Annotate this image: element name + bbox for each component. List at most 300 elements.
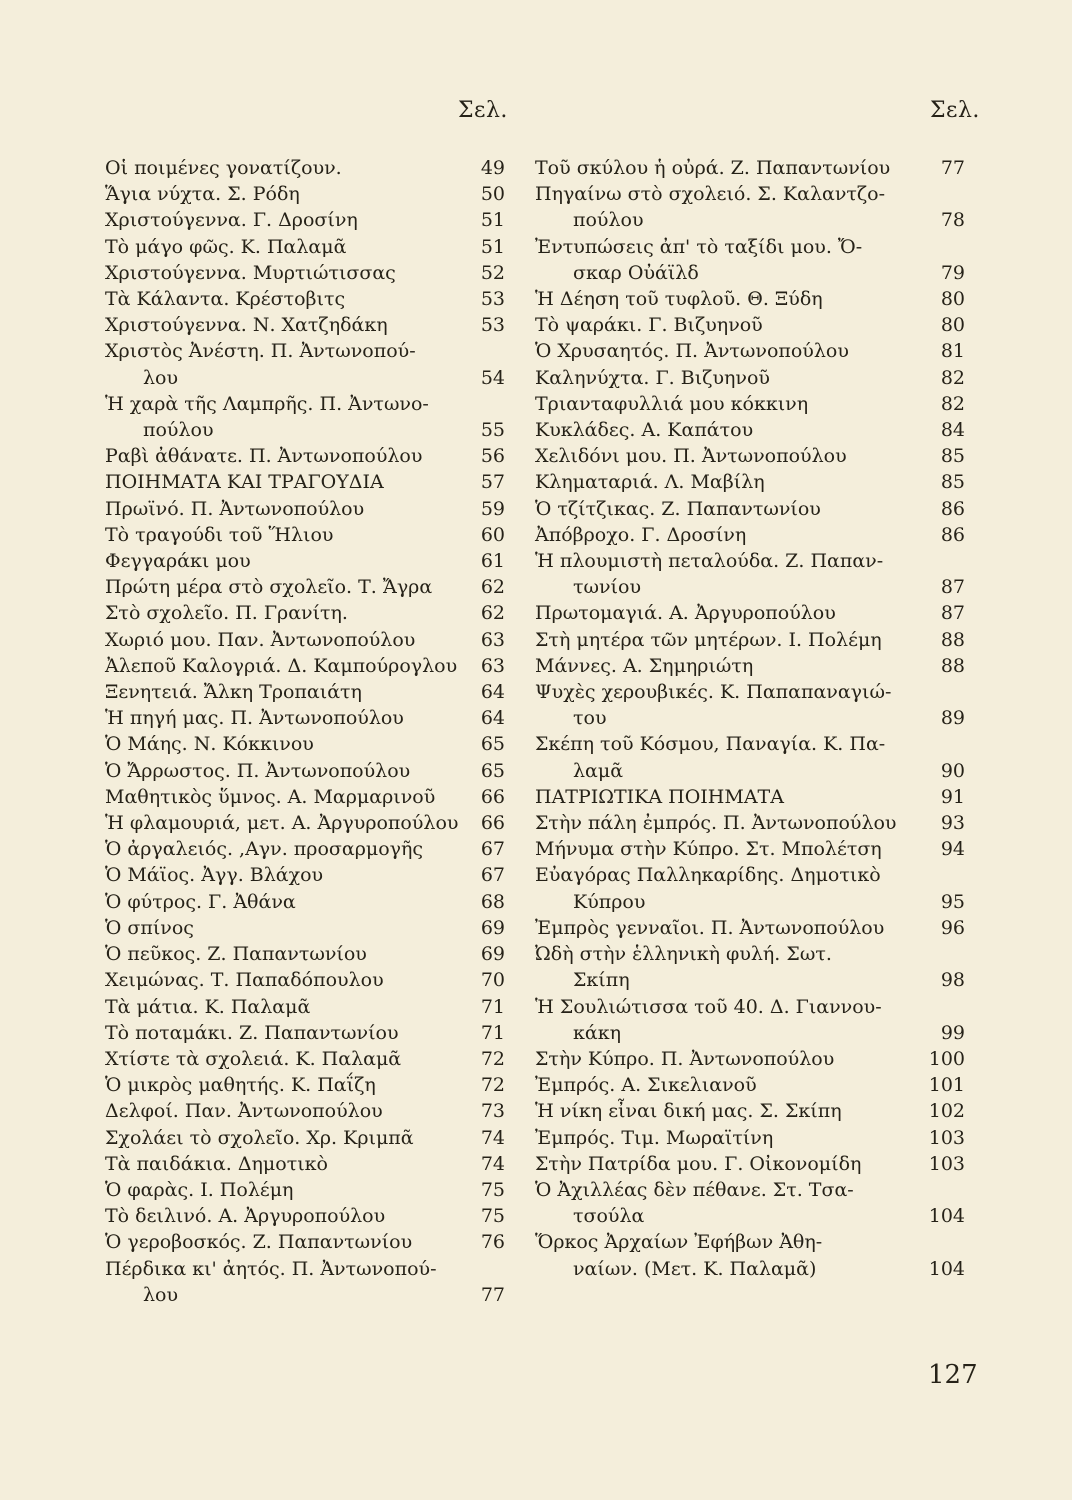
toc-entry xyxy=(535,181,965,233)
toc-entry xyxy=(535,600,965,626)
toc-entry xyxy=(535,836,965,862)
entry-title xyxy=(105,522,463,548)
toc-entry xyxy=(105,941,505,967)
entry-title-line: Εὐαγόρας Παλληκαρίδης. Δημοτικὸ xyxy=(535,864,881,887)
toc-entry xyxy=(105,1229,505,1255)
entry-title xyxy=(535,548,919,600)
entry-title-line: Χριστούγεννα. Μυρτιώτισσας xyxy=(105,261,396,284)
entry-title xyxy=(535,1125,919,1151)
entry-title xyxy=(105,627,463,653)
entry-title-line: Τριανταφυλλιά μου κόκκινη xyxy=(535,392,809,415)
entry-page-number: 65 xyxy=(480,733,505,756)
toc-entry xyxy=(105,758,505,784)
toc-entry xyxy=(105,548,505,574)
entry-title-line: Ἅγια νύχτα. Σ. Ρόδη xyxy=(105,183,300,206)
entry-title-line: Τὸ τραγούδι τοῦ Ἥλιου xyxy=(105,523,334,546)
entry-title-line: Ὁ μικρὸς μαθητής. Κ. Παΐζη xyxy=(105,1074,376,1097)
toc-entry xyxy=(105,207,505,233)
entry-title-line: Χτίστε τὰ σχολειά. Κ. Παλαμᾶ xyxy=(105,1047,402,1070)
entry-title xyxy=(105,1020,463,1046)
entry-title xyxy=(105,600,463,626)
entry-page-number: 102 xyxy=(928,1100,965,1123)
entry-title xyxy=(535,365,919,391)
toc-entry xyxy=(535,1125,965,1151)
entry-title xyxy=(535,286,919,312)
entry-title xyxy=(105,679,463,705)
entry-title-line: Πρωτομαγιά. Α. Ἀργυροπούλου xyxy=(535,602,836,625)
entry-title-line: Ραβὶ ἀθάνατε. Π. Ἀντωνοπούλου xyxy=(105,445,423,468)
entry-title-line: Ὁ Ἄρρωστος. Π. Ἀντωνοπούλου xyxy=(105,759,411,782)
entry-title-line: Στὴν Πατρίδα μου. Γ. Οἰκονομίδη xyxy=(535,1152,862,1175)
entry-page-number: 81 xyxy=(940,340,965,363)
entry-title xyxy=(535,915,919,941)
entry-title xyxy=(535,600,919,626)
toc-entry xyxy=(105,705,505,731)
entry-title xyxy=(105,207,463,233)
entry-title-line: Ὁ φύτρος. Γ. Ἀθάνα xyxy=(105,890,296,913)
entry-title xyxy=(535,443,919,469)
toc-entry xyxy=(105,1177,505,1203)
entry-title-line: Χριστὸς Ἀνέστη. Π. Ἀντωνοπού- xyxy=(105,340,416,363)
entry-title-continuation: λου xyxy=(143,366,179,389)
entry-title-continuation: Κύπρου xyxy=(573,890,646,913)
entry-title-continuation: λαμᾶ xyxy=(573,759,624,782)
entry-title xyxy=(535,469,919,495)
entry-page-number: 87 xyxy=(940,576,965,599)
entry-page-number: 82 xyxy=(940,366,965,389)
entry-title-line: Τὸ μάγο φῶς. Κ. Παλαμᾶ xyxy=(105,235,347,258)
entry-page-number: 71 xyxy=(480,995,505,1018)
toc-entry xyxy=(535,548,965,600)
entry-page-number: 73 xyxy=(480,1100,505,1123)
entry-page-number: 82 xyxy=(940,392,965,415)
entry-title-line: Ψυχὲς χερουβικές. Κ. Παπαπαναγιώ- xyxy=(535,681,892,704)
entry-page-number: 87 xyxy=(940,602,965,625)
entry-title-line: Χειμώνας. Τ. Παπαδόπουλου xyxy=(105,969,384,992)
entry-title xyxy=(535,810,919,836)
entry-title-line: Ἀλεποῦ Καλογριά. Δ. Καμπούρογλου xyxy=(105,654,458,677)
entry-page-number: 69 xyxy=(480,916,505,939)
entry-title xyxy=(105,810,463,836)
entry-title xyxy=(105,391,463,443)
toc-entry xyxy=(535,312,965,338)
toc-entry xyxy=(105,862,505,888)
entry-title-line: Ὁ σπίνος xyxy=(105,916,194,939)
entry-title xyxy=(535,731,919,783)
toc-entry xyxy=(105,1256,505,1308)
entry-title xyxy=(535,522,919,548)
entry-title-line: Ἡ νίκη εἶναι δική μας. Σ. Σκίπη xyxy=(535,1100,842,1123)
entry-title xyxy=(105,443,463,469)
entry-title-line: ΠΑΤΡΙΩΤΙΚΑ ΠΟΙΗΜΑΤΑ xyxy=(535,785,784,808)
entry-title xyxy=(535,391,919,417)
entry-title-line: Ὁ Χρυσαητός. Π. Ἀντωνοπούλου xyxy=(535,340,849,363)
entry-page-number: 63 xyxy=(480,628,505,651)
entry-title-line: Μάννες. Α. Σημηριώτη xyxy=(535,654,754,677)
toc-entry xyxy=(105,574,505,600)
entry-title-line: Στὴν Κύπρο. Π. Ἀντωνοπούλου xyxy=(535,1047,835,1070)
right-column-page-heading: Σελ. xyxy=(930,98,980,123)
toc-entry xyxy=(105,915,505,941)
entry-page-number: 86 xyxy=(940,497,965,520)
entry-title-continuation: λου xyxy=(143,1283,179,1306)
toc-entry xyxy=(105,496,505,522)
entry-title-line: Ἡ πηγή μας. Π. Ἀντωνοπούλου xyxy=(105,707,404,730)
entry-title-line: Ἡ Σουλιώτισσα τοῦ 40. Δ. Γιαννου- xyxy=(535,995,882,1018)
entry-page-number: 74 xyxy=(480,1126,505,1149)
toc-entry xyxy=(105,836,505,862)
entry-title-line: Ἡ Δέηση τοῦ τυφλοῦ. Θ. Ξύδη xyxy=(535,288,823,311)
left-contents-column xyxy=(105,155,505,1308)
entry-title-line: Χριστούγεννα. Ν. Χατζηδάκη xyxy=(105,314,388,337)
entry-title-line: Ὠδὴ στὴν ἑλληνικὴ φυλή. Σωτ. xyxy=(535,943,832,966)
entry-title xyxy=(105,705,463,731)
toc-entry xyxy=(105,1151,505,1177)
toc-entry xyxy=(105,627,505,653)
toc-entry xyxy=(535,731,965,783)
entry-title xyxy=(105,862,463,888)
toc-entry xyxy=(535,286,965,312)
entry-page-number: 104 xyxy=(928,1257,965,1280)
toc-entry xyxy=(105,391,505,443)
entry-title xyxy=(105,784,463,810)
toc-entry xyxy=(105,338,505,390)
entry-title xyxy=(535,338,919,364)
entry-page-number: 78 xyxy=(940,209,965,232)
toc-entry xyxy=(535,627,965,653)
entry-title-line: Ὅρκος Ἀρχαίων Ἐφήβων Ἀθη- xyxy=(535,1231,823,1254)
entry-page-number: 98 xyxy=(940,969,965,992)
entry-title-line: Πρώτη μέρα στὸ σχολεῖο. Τ. Ἄγρα xyxy=(105,576,433,599)
entry-title-line: Χριστούγεννα. Γ. Δροσίνη xyxy=(105,209,358,232)
entry-title-continuation: σκαρ Οὐάϊλδ xyxy=(573,261,699,284)
toc-entry xyxy=(105,286,505,312)
toc-entry xyxy=(535,810,965,836)
toc-entry xyxy=(535,1098,965,1124)
entry-title xyxy=(535,653,919,679)
entry-title xyxy=(105,758,463,784)
entry-title-continuation: ναίων. (Μετ. Κ. Παλαμᾶ) xyxy=(573,1257,817,1280)
entry-page-number: 85 xyxy=(940,445,965,468)
entry-title xyxy=(105,1072,463,1098)
entry-title-line: Κληματαριά. Λ. Μαβίλη xyxy=(535,471,765,494)
entry-page-number: 71 xyxy=(480,1021,505,1044)
entry-title-line: Ὁ Μάϊος. Ἀγγ. Βλάχου xyxy=(105,864,324,887)
entry-title-line: Σχολάει τὸ σχολεῖο. Χρ. Κριμπᾶ xyxy=(105,1126,414,1149)
entry-page-number: 75 xyxy=(480,1178,505,1201)
entry-page-number: 88 xyxy=(940,654,965,677)
toc-entry xyxy=(105,1098,505,1124)
toc-entry xyxy=(105,181,505,207)
entry-title-continuation: του xyxy=(573,707,607,730)
toc-entry xyxy=(535,443,965,469)
entry-title xyxy=(105,496,463,522)
entry-title-line: Στὴν πάλη ἐμπρός. Π. Ἀντωνοπούλου xyxy=(535,812,897,835)
entry-title xyxy=(535,312,919,338)
toc-entry xyxy=(535,941,965,993)
entry-title-continuation: Σκίπη xyxy=(573,969,630,992)
toc-entry xyxy=(105,731,505,757)
toc-entry xyxy=(535,1046,965,1072)
entry-title-line: Πηγαίνω στὸ σχολειό. Σ. Καλαντζο- xyxy=(535,183,886,206)
entry-title-line: Ἡ φλαμουριά, μετ. Α. Ἀργυροπούλου xyxy=(105,812,459,835)
entry-page-number: 103 xyxy=(928,1126,965,1149)
toc-entry xyxy=(535,1151,965,1177)
entry-title xyxy=(535,1072,919,1098)
entry-title-line: Χωριό μου. Παν. Ἀντωνοπούλου xyxy=(105,628,416,651)
entry-title-line: Κυκλάδες. Α. Καπάτου xyxy=(535,419,754,442)
entry-title xyxy=(105,338,463,390)
entry-page-number: 85 xyxy=(940,471,965,494)
toc-entry xyxy=(105,1125,505,1151)
entry-title-line: Τὸ ψαράκι. Γ. Βιζυηνοῦ xyxy=(535,314,763,337)
entry-page-number: 61 xyxy=(480,550,505,573)
entry-title xyxy=(535,496,919,522)
entry-title xyxy=(105,469,463,495)
toc-entry xyxy=(535,1072,965,1098)
entry-page-number: 68 xyxy=(480,890,505,913)
entry-page-number: 89 xyxy=(940,707,965,730)
entry-title-line: Ὁ Μάης. Ν. Κόκκινου xyxy=(105,733,314,756)
entry-title-line: Ἐμπρός. Α. Σικελιανοῦ xyxy=(535,1074,757,1097)
entry-page-number: 80 xyxy=(940,314,965,337)
entry-title xyxy=(105,548,463,574)
entry-title xyxy=(105,181,463,207)
entry-title-line: Ὁ φαρὰς. Ι. Πολέμη xyxy=(105,1178,294,1201)
page-number: 127 xyxy=(928,1360,978,1390)
entry-page-number: 70 xyxy=(480,969,505,992)
entry-title xyxy=(105,574,463,600)
entry-title-line: ΠΟΙΗΜΑΤΑ ΚΑΙ ΤΡΑΓΟΥΔΙΑ xyxy=(105,471,384,494)
entry-page-number: 75 xyxy=(480,1205,505,1228)
toc-entry xyxy=(535,234,965,286)
entry-page-number: 90 xyxy=(940,759,965,782)
entry-page-number: 72 xyxy=(480,1047,505,1070)
entry-page-number: 62 xyxy=(480,576,505,599)
toc-entry xyxy=(105,653,505,679)
entry-page-number: 100 xyxy=(928,1047,965,1070)
entry-title xyxy=(535,679,919,731)
entry-title-line: Ὁ τζίτζικας. Ζ. Παπαντωνίου xyxy=(535,497,821,520)
entry-page-number: 96 xyxy=(940,916,965,939)
toc-entry xyxy=(535,469,965,495)
entry-title-continuation: κάκη xyxy=(573,1021,621,1044)
entry-page-number: 63 xyxy=(480,654,505,677)
entry-title-line: Χελιδόνι μου. Π. Ἀντωνοπούλου xyxy=(535,445,847,468)
toc-entry xyxy=(535,915,965,941)
entry-page-number: 103 xyxy=(928,1152,965,1175)
entry-title xyxy=(105,1256,463,1308)
entry-page-number: 49 xyxy=(480,157,505,179)
entry-title-line: Ἀπόβροχο. Γ. Δροσίνη xyxy=(535,523,747,546)
toc-entry xyxy=(105,994,505,1020)
toc-entry xyxy=(105,155,505,181)
toc-entry xyxy=(105,260,505,286)
toc-entry xyxy=(535,679,965,731)
entry-title xyxy=(105,1203,463,1229)
toc-entry xyxy=(105,600,505,626)
entry-title xyxy=(535,1151,919,1177)
entry-title xyxy=(535,181,919,233)
entry-page-number: 59 xyxy=(480,497,505,520)
entry-title xyxy=(105,155,463,181)
entry-title-continuation: τσούλα xyxy=(573,1205,645,1228)
entry-page-number: 67 xyxy=(480,838,505,861)
entry-title xyxy=(105,1229,463,1255)
entry-title xyxy=(535,994,919,1046)
entry-title xyxy=(105,731,463,757)
entry-page-number: 74 xyxy=(480,1152,505,1175)
entry-title xyxy=(535,155,919,181)
toc-entry xyxy=(535,1229,965,1281)
entry-title-line: Ἐμπρὸς γενναῖοι. Π. Ἀντωνοπούλου xyxy=(535,916,885,939)
entry-title xyxy=(535,1098,919,1124)
toc-entry xyxy=(105,967,505,993)
toc-entry xyxy=(535,784,965,810)
entry-title xyxy=(535,784,919,810)
entry-title-line: Τὸ ποταμάκι. Ζ. Παπαντωνίου xyxy=(105,1021,399,1044)
toc-entry xyxy=(535,994,965,1046)
entry-page-number: 60 xyxy=(480,523,505,546)
entry-title-line: Τὰ μάτια. Κ. Παλαμᾶ xyxy=(105,995,311,1018)
entry-page-number: 54 xyxy=(480,366,505,389)
toc-entry xyxy=(105,1072,505,1098)
entry-page-number: 64 xyxy=(480,707,505,730)
entry-title-line: Πέρδικα κι' ἀητός. Π. Ἀντωνοπού- xyxy=(105,1257,437,1280)
entry-title xyxy=(535,627,919,653)
entry-page-number: 66 xyxy=(480,785,505,808)
toc-entry xyxy=(105,784,505,810)
entry-page-number: 65 xyxy=(480,759,505,782)
entry-title-line: Πρωϊνό. Π. Ἀντωνοπούλου xyxy=(105,497,365,520)
entry-title-line: Δελφοί. Παν. Ἀντωνοπούλου xyxy=(105,1100,383,1123)
entry-page-number: 69 xyxy=(480,943,505,966)
entry-page-number: 52 xyxy=(480,261,505,284)
toc-entry xyxy=(105,312,505,338)
entry-page-number: 55 xyxy=(480,419,505,442)
entry-title xyxy=(105,941,463,967)
entry-page-number: 57 xyxy=(480,471,505,494)
entry-title-line: Ξενητειά. Ἄλκη Τροπαιάτη xyxy=(105,681,362,704)
entry-title xyxy=(105,260,463,286)
entry-title-line: Ἡ πλουμιστὴ πεταλούδα. Ζ. Παπαν- xyxy=(535,550,884,573)
right-contents-column xyxy=(535,155,965,1282)
left-column-page-heading: Σελ. xyxy=(458,98,508,123)
entry-title-line: Ἡ χαρὰ τῆς Λαμπρῆς. Π. Ἀντωνο- xyxy=(105,392,429,415)
entry-title-continuation: τωνίου xyxy=(573,576,641,599)
toc-entry xyxy=(105,1020,505,1046)
entry-title-line: Οἱ ποιμένες γονατίζουν. xyxy=(105,157,342,179)
entry-page-number: 67 xyxy=(480,864,505,887)
entry-title xyxy=(105,889,463,915)
entry-title xyxy=(105,967,463,993)
entry-title-line: Τὰ Κάλαντα. Κρέστοβιτς xyxy=(105,288,346,311)
entry-title xyxy=(535,234,919,286)
entry-title xyxy=(535,1177,919,1229)
toc-entry xyxy=(105,1046,505,1072)
toc-entry xyxy=(535,338,965,364)
entry-title xyxy=(105,1046,463,1072)
entry-page-number: 99 xyxy=(940,1021,965,1044)
entry-title-line: Τὸ δειλινό. Α. Ἀργυροπούλου xyxy=(105,1205,386,1228)
entry-title xyxy=(535,1229,919,1281)
entry-page-number: 51 xyxy=(480,235,505,258)
entry-title xyxy=(535,862,919,914)
entry-title-line: Φεγγαράκι μου xyxy=(105,550,251,573)
entry-title-line: Καληνύχτα. Γ. Βιζυηνοῦ xyxy=(535,366,770,389)
entry-title-line: Μαθητικὸς ὕμνος. Α. Μαρμαρινοῦ xyxy=(105,785,436,808)
entry-page-number: 93 xyxy=(940,812,965,835)
entry-page-number: 79 xyxy=(940,261,965,284)
toc-entry xyxy=(535,391,965,417)
entry-page-number: 101 xyxy=(928,1074,965,1097)
entry-page-number: 88 xyxy=(940,628,965,651)
toc-entry xyxy=(535,653,965,679)
entry-title xyxy=(105,994,463,1020)
toc-entry xyxy=(105,889,505,915)
entry-title-line: Ὁ γεροβοσκός. Ζ. Παπαντωνίου xyxy=(105,1231,413,1254)
entry-title-line: Τὰ παιδάκια. Δημοτικὸ xyxy=(105,1152,328,1175)
entry-page-number: 53 xyxy=(480,288,505,311)
entry-page-number: 66 xyxy=(480,812,505,835)
entry-title-line: Στὸ σχολεῖο. Π. Γρανίτη. xyxy=(105,602,348,625)
entry-title-line: Στὴ μητέρα τῶν μητέρων. Ι. Πολέμη xyxy=(535,628,882,651)
entry-page-number: 104 xyxy=(928,1205,965,1228)
toc-entry xyxy=(535,862,965,914)
entry-title-line: Ἐντυπώσεις ἀπ' τὸ ταξίδι μου. Ὄ- xyxy=(535,235,863,258)
entry-page-number: 53 xyxy=(480,314,505,337)
entry-page-number: 72 xyxy=(480,1074,505,1097)
entry-page-number: 64 xyxy=(480,681,505,704)
entry-page-number: 84 xyxy=(940,419,965,442)
entry-title-line: Ἐμπρός. Τιμ. Μωραϊτίνη xyxy=(535,1126,774,1149)
entry-page-number: 94 xyxy=(940,838,965,861)
entry-page-number: 91 xyxy=(940,785,965,808)
toc-entry xyxy=(535,417,965,443)
entry-page-number: 62 xyxy=(480,602,505,625)
toc-entry xyxy=(535,522,965,548)
entry-page-number: 50 xyxy=(480,183,505,206)
toc-entry xyxy=(535,365,965,391)
entry-title-line: Τοῦ σκύλου ἡ οὐρά. Ζ. Παπαντωνίου xyxy=(535,157,891,179)
entry-page-number: 76 xyxy=(480,1231,505,1254)
toc-entry xyxy=(535,1177,965,1229)
entry-title xyxy=(535,1046,919,1072)
entry-page-number: 77 xyxy=(480,1283,505,1306)
entry-title xyxy=(535,836,919,862)
toc-entry xyxy=(105,522,505,548)
entry-page-number: 86 xyxy=(940,523,965,546)
entry-title-line: Ὁ Ἀχιλλέας δὲν πέθανε. Στ. Τσα- xyxy=(535,1178,854,1201)
entry-page-number: 56 xyxy=(480,445,505,468)
entry-title xyxy=(105,1177,463,1203)
entry-title-continuation: πούλου xyxy=(143,419,214,442)
entry-title xyxy=(105,1151,463,1177)
entry-title-line: Ὁ πεῦκος. Ζ. Παπαντωνίου xyxy=(105,943,367,966)
toc-entry xyxy=(105,234,505,260)
entry-title xyxy=(535,417,919,443)
entry-title xyxy=(105,234,463,260)
toc-entry xyxy=(535,155,965,181)
entry-title-continuation: πούλου xyxy=(573,209,644,232)
entry-title xyxy=(105,653,463,679)
entry-title xyxy=(535,941,919,993)
entry-title-line: Ὁ ἀργαλειός. ,Αγν. προσαρμογῆς xyxy=(105,838,424,861)
entry-title-line: Μήνυμα στὴν Κύπρο. Στ. Μπολέτση xyxy=(535,838,882,861)
entry-title xyxy=(105,286,463,312)
entry-page-number: 95 xyxy=(940,890,965,913)
toc-entry xyxy=(535,496,965,522)
